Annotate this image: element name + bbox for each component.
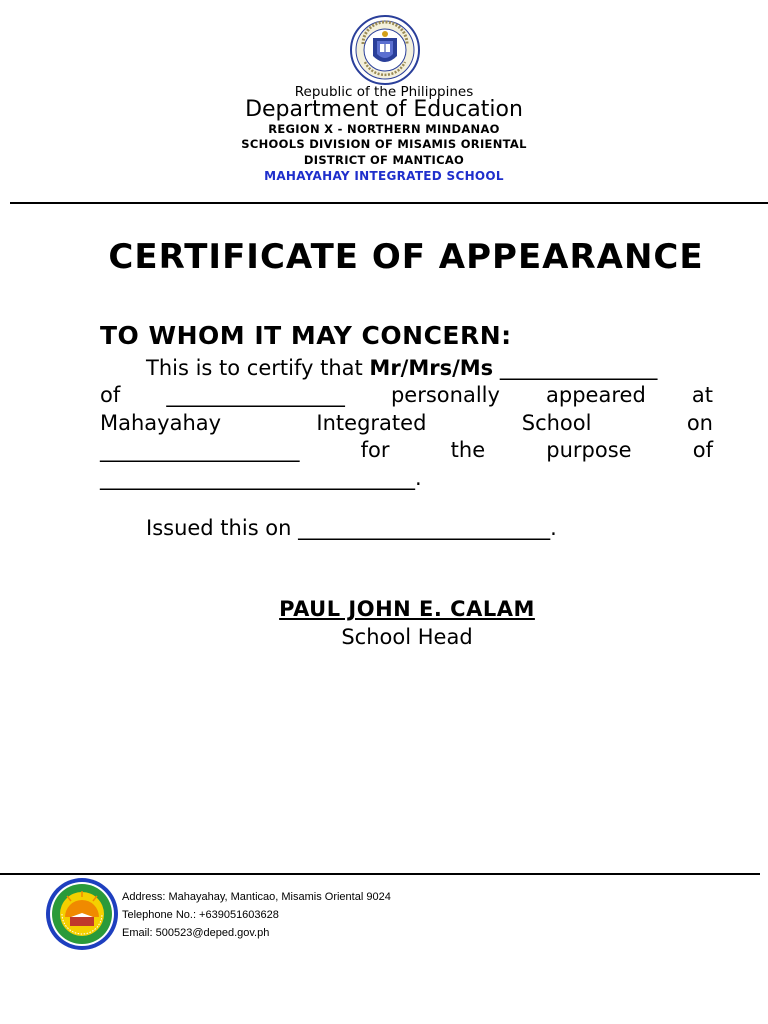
word: purpose [546, 438, 632, 462]
word: of [100, 383, 121, 407]
republic-label: Republic of the Philippines [294, 84, 474, 100]
body-line-5: ______________________________. [100, 465, 422, 490]
word: Mahayahay [100, 410, 222, 435]
signatory-position: School Head [341, 625, 473, 649]
school-name: MAHAYAHAY INTEGRATED SCHOOL [264, 169, 504, 183]
issued-line: Issued this on ________________________. [146, 516, 557, 540]
body-line-3 [100, 410, 713, 438]
honorific: Mr/Mrs/Ms [369, 356, 494, 380]
footer-telephone: Telephone No.: +639051603628 [122, 909, 279, 921]
word: for [360, 438, 390, 462]
blank: _________________ [166, 383, 345, 407]
body-line-2 [100, 382, 713, 410]
footer-address: Address: Mahayahay, Manticao, Misamis Oriental 9024 [122, 891, 391, 903]
word: School [521, 410, 592, 435]
blank: ___________________ [100, 438, 300, 462]
word: Integrated [316, 410, 427, 435]
word: on [686, 410, 713, 435]
school-seal-icon [45, 877, 119, 951]
department-label: Department of Education [245, 97, 523, 122]
certify-prefix: This is to certify that [146, 356, 370, 380]
deped-seal-icon [349, 14, 421, 86]
footer-email: Email: 500523@deped.gov.ph [122, 927, 270, 939]
signatory-name: PAUL JOHN E. CALAM [279, 597, 535, 621]
name-blank: _______________ [493, 356, 658, 380]
certificate-body [100, 382, 713, 492]
word: appeared [546, 383, 646, 407]
word: at [691, 383, 713, 407]
word: personally [390, 383, 500, 407]
salutation: TO WHOM IT MAY CONCERN: [100, 321, 512, 350]
footer-divider [0, 873, 760, 875]
word: of [692, 438, 713, 462]
division-label: SCHOOLS DIVISION OF MISAMIS ORIENTAL [241, 137, 527, 151]
word: the [450, 438, 486, 462]
header-divider [10, 202, 768, 204]
certify-line [100, 355, 713, 383]
body-line-4 [100, 437, 713, 465]
region-label: REGION X - NORTHERN MINDANAO [268, 122, 500, 136]
district-label: DISTRICT OF MANTICAO [303, 153, 465, 167]
certificate-title: CERTIFICATE OF APPEARANCE [108, 237, 704, 277]
